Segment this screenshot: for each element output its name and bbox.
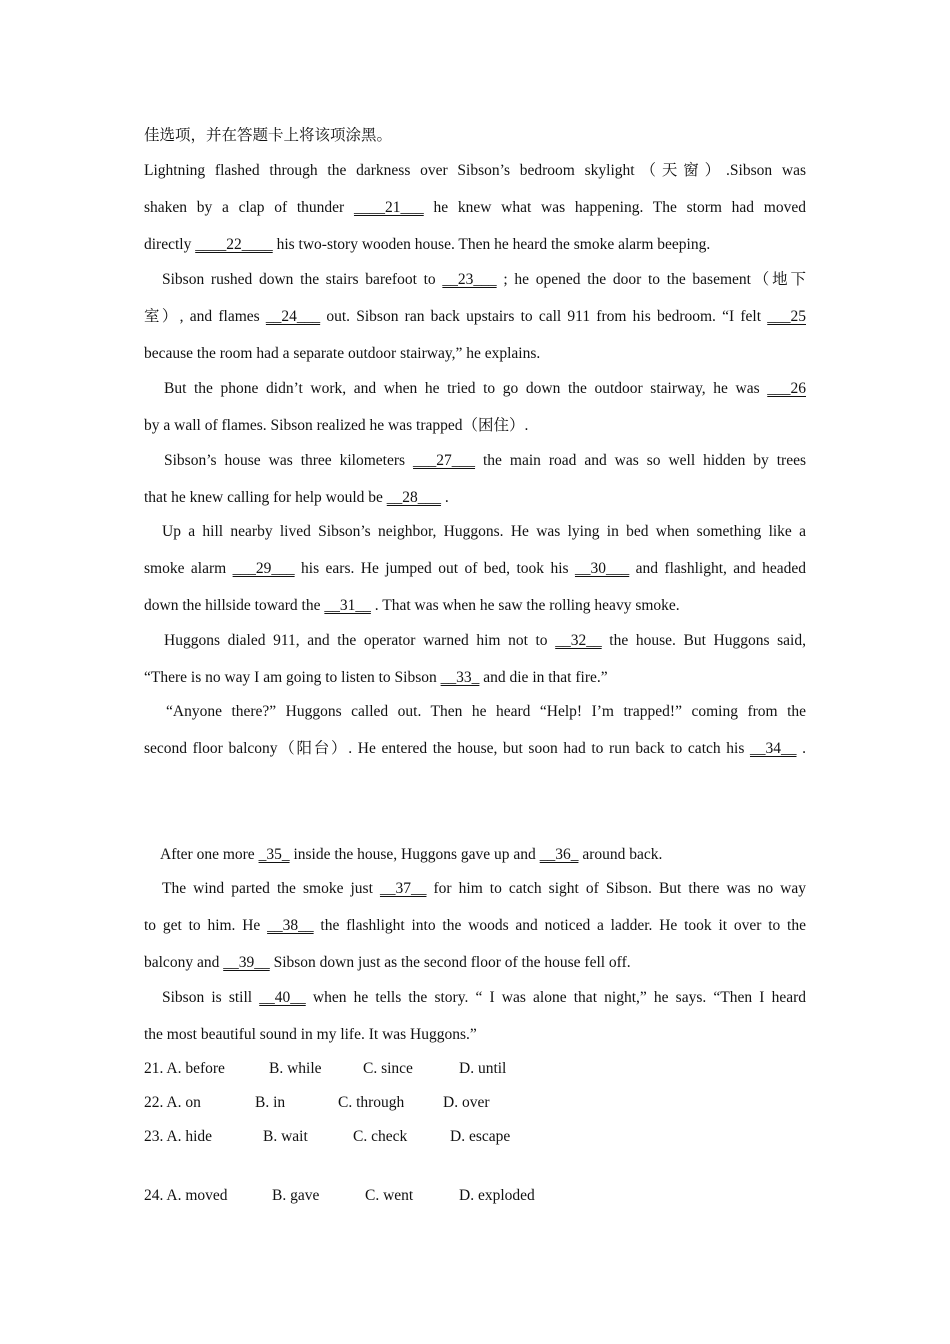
option-c: C. went [365,1187,414,1204]
blank-35: _35_ [258,846,290,863]
option-a: 22. A. on [144,1094,201,1111]
blank-32: __32__ [555,632,602,649]
passage-line: the most beautiful sound in my life. It was Huggons.” [144,1026,477,1043]
blank-37: __37__ [379,880,427,897]
passage-line: second floor balcony（阳台）. He entered the house, but soon had to run back to catch his __34__ . [144,740,806,757]
option-a: 24. A. moved [144,1187,228,1204]
blank-26: ___26 [767,380,806,397]
question-23 [144,1127,510,1147]
passage-line: smoke alarm ___29___ his ears. He jumped out of bed, took his __30___ and flashlight, and headed [144,560,806,577]
passage-line: directly ____22____ his two-story wooden house. Then he heard the smoke alarm beeping. [144,236,711,253]
blank-24: __24___ [265,308,321,325]
blank-40: __40__ [259,989,306,1006]
blank-38: __38__ [267,917,314,934]
option-a: 21. A. before [144,1060,225,1077]
blank-27: ___27___ [413,452,476,469]
passage-line: to get to him. He __38__ the flashlight into the woods and noticed a ladder. He took it over to the [144,917,806,934]
passage-line: After one more _35_ inside the house, Huggons gave up and __36_ around back. [160,846,663,863]
passage-line: by a wall of flames. Sibson realized he was trapped（困住）. [144,417,529,434]
blank-36: __36_ [539,846,579,863]
option-a: 23. A. hide [144,1128,213,1145]
option-d: D. escape [450,1128,511,1145]
passage-line: because the room had a separate outdoor stairway,” he explains. [144,345,541,362]
passage-line: Lightning flashed through the darkness over Sibson’s bedroom skylight（天窗）.Sibson was [144,162,806,179]
passage-line: that he knew calling for help would be __28___ . [144,489,449,506]
question-22 [144,1093,490,1113]
question-24 [144,1186,535,1206]
blank-28: __28___ [386,489,442,506]
option-c: C. since [363,1060,413,1077]
passage-line: down the hillside toward the __31__ . That was when he saw the rolling heavy smoke. [144,597,680,614]
blank-30: __30___ [574,560,630,577]
question-21 [144,1059,506,1079]
passage-line: Sibson is still __40__ when he tells the story. “ I was alone that night,” he says. “Then I heard [162,989,806,1006]
blank-33: __33_ [440,669,480,686]
option-d: D. exploded [459,1187,535,1204]
passage-line: Huggons dialed 911, and the operator warned him not to __32__ the house. But Huggons said, [164,632,806,649]
blank-31: __31__ [324,597,371,614]
option-b: B. in [255,1094,286,1111]
blank-25: ___25 [767,308,806,325]
blank-34: __34__ [749,740,797,757]
passage-line: balcony and __39__ Sibson down just as the second floor of the house fell off. [144,954,631,971]
passage-line: Sibson rushed down the stairs barefoot to __23___ ; he opened the door to the basement（地下 [162,271,806,288]
blank-23: __23___ [442,271,497,288]
option-c: C. through [338,1094,405,1111]
passage-line: 室）, and flames __24___ out. Sibson ran back upstairs to call 911 from his bedroom. “I felt ___25 [144,308,806,325]
option-d: D. over [443,1094,490,1111]
passage-line: The wind parted the smoke just __37__ for him to catch sight of Sibson. But there was no way [162,880,806,897]
blank-21: ____21___ [353,199,424,216]
passage-line: But the phone didn’t work, and when he tried to go down the outdoor stairway, he was ___26 [164,380,806,397]
passage-line: Up a hill nearby lived Sibson’s neighbor, Huggons. He was lying in bed when something like a [162,523,806,540]
passage-line: “Anyone there?” Huggons called out. Then he heard “Help! I’m trapped!” coming from the [166,703,806,720]
option-b: B. while [269,1060,322,1077]
passage-line: Sibson’s house was three kilometers ___27___ the main road and was so well hidden by trees [164,452,806,469]
option-b: B. gave [272,1187,320,1204]
passage-line: “There is no way I am going to listen to Sibson __33_ and die in that fire.” [144,669,608,686]
option-b: B. wait [263,1128,308,1145]
passage-line: shaken by a clap of thunder ____21___ he knew what was happening. The storm had moved [144,199,806,216]
instruction-line: 佳选项，并在答题卡上将该项涂黑。 [144,127,393,144]
option-c: C. check [353,1128,408,1145]
blank-22: ____22____ [195,236,273,253]
option-d: D. until [459,1060,507,1077]
blank-39: __39__ [223,954,270,971]
blank-29: ___29___ [232,560,295,577]
